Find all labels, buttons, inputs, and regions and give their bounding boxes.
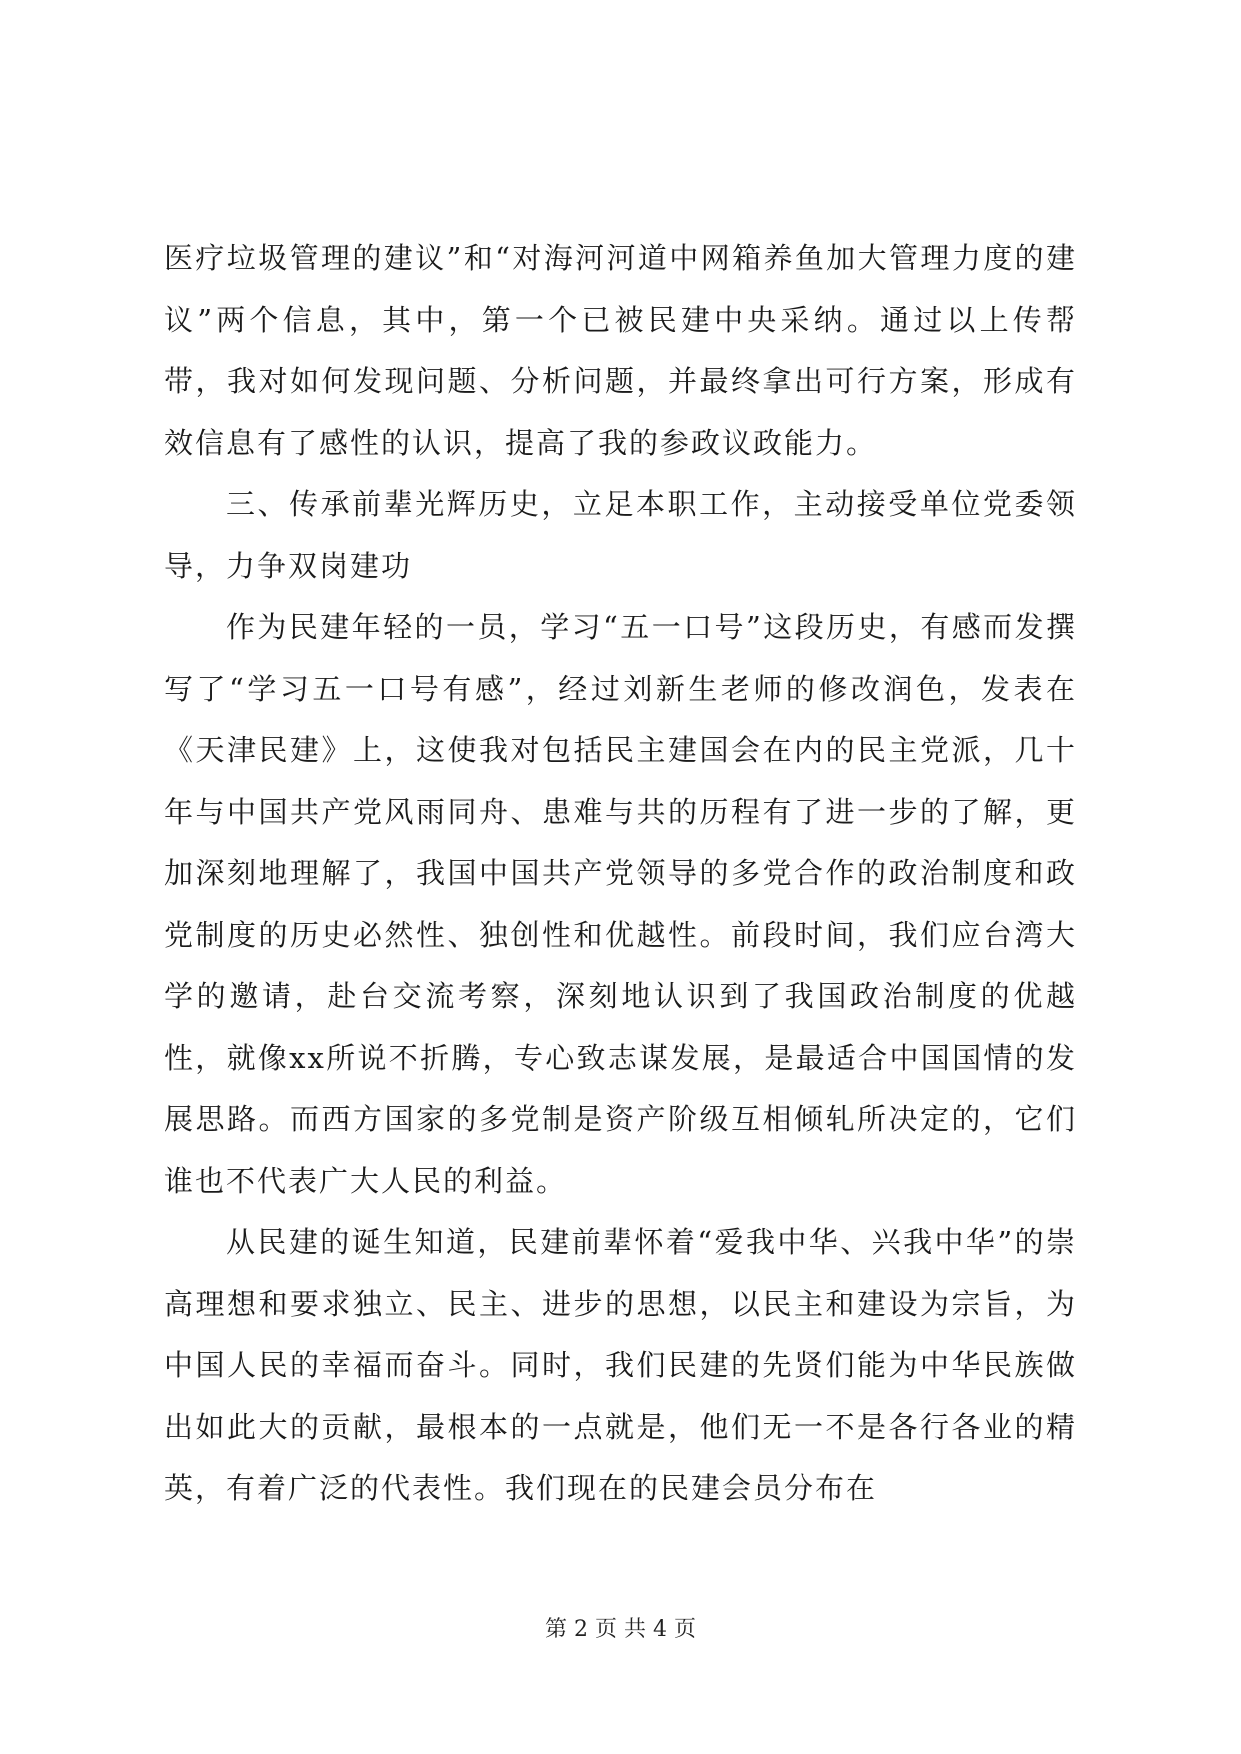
paragraph-1: 医疗垃圾管理的建议”和“对海河河道中网箱养鱼加大管理力度的建议”两个信息，其中，第一个已被民建中央采纳。通过以上传帮带，我对如何发现问题、分析问题，并最终拿出可行方案，形成有效信息有了感性的认识，提高了我的参政议政能力。 bbox=[164, 241, 1077, 460]
document-body bbox=[164, 228, 1077, 1520]
paragraph-3: 从民建的诞生知道，民建前辈怀着“爱我中华、兴我中华”的崇高理想和要求独立、民主、进步的思想，以民主和建设为宗旨，为中国人民的幸福而奋斗。同时，我们民建的先贤们能为中华民族做出如此大的贡献，最根本的一点就是，他们无一不是各行各业的精英，有着广泛的代表性。我们现在的民建会员分布在 bbox=[164, 1225, 1077, 1505]
page-number-footer: 第 2 页 共 4 页 bbox=[545, 1617, 696, 1642]
section-heading-3: 三、传承前辈光辉历史，立足本职工作，主动接受单位党委领导，力争双岗建功 bbox=[164, 487, 1077, 583]
paragraph-2: 作为民建年轻的一员，学习“五一口号”这段历史，有感而发撰写了“学习五一口号有感”，经过刘新生老师的修改润色，发表在《天津民建》上，这使我对包括民主建国会在内的民主党派，几十年与中国共产党风雨同舟、患难与共的历程有了进一步的了解，更加深刻地理解了，我国中国共产党领导的多党合作的政治制度和政党制度的历史必然性、独创性和优越性。前段时间，我们应台湾大学的邀请，赴台交流考察，深刻地认识到了我国政治制度的优越性，就像xx所说不折腾，专心致志谋发展，是最适合中国国情的发展思路。而西方国家的多党制是资产阶级互相倾轧所决定的，它们谁也不代表广大人民的利益。 bbox=[164, 610, 1077, 1198]
